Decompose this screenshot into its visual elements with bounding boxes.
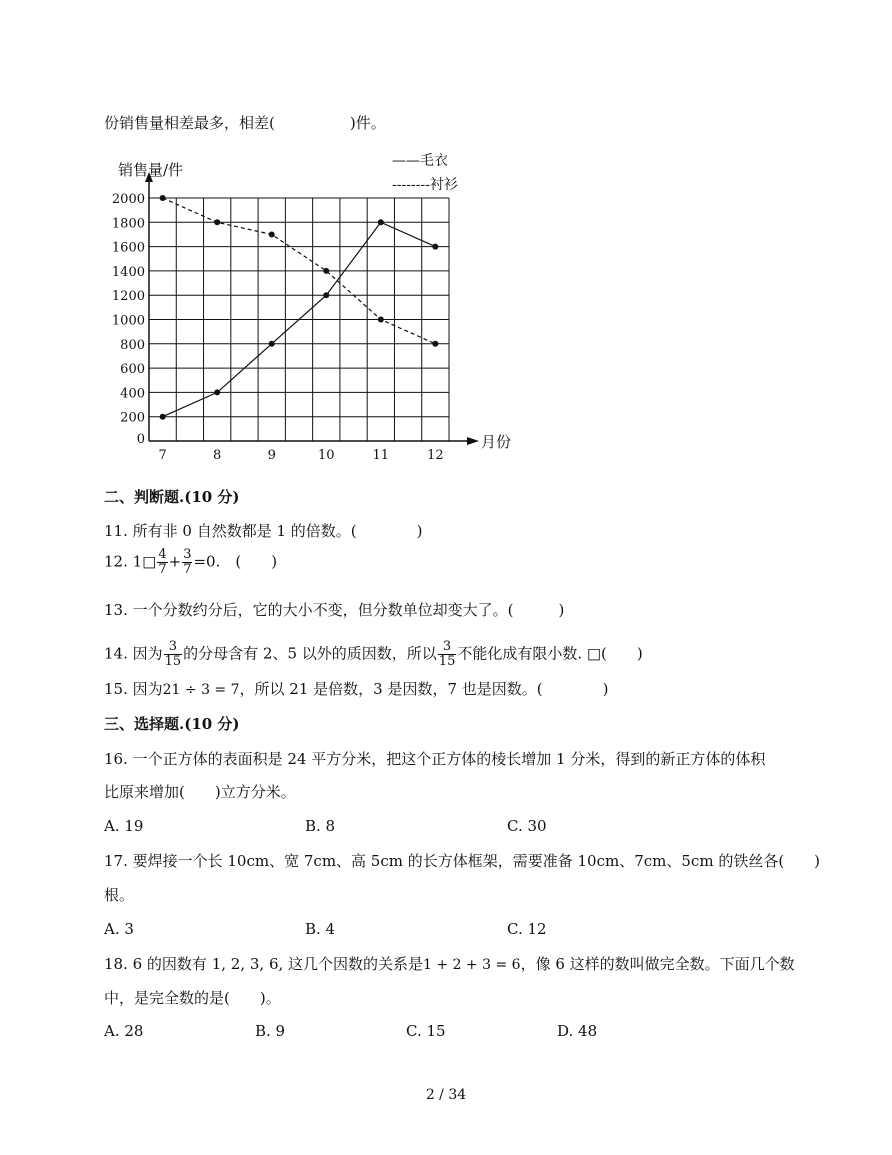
q15-b: ，所以 21 是倍数，3 是因数，7 也是因数。( ) xyxy=(239,680,609,698)
q14-a: 14. 因为 xyxy=(104,644,163,663)
y-tick-label: 1800 xyxy=(111,216,145,232)
x-axis-arrow xyxy=(467,437,479,445)
data-point-shirt xyxy=(323,268,329,274)
data-point-sweater xyxy=(432,244,438,250)
y-tick-label: 400 xyxy=(120,386,145,402)
y-tick-label: 1200 xyxy=(111,289,145,305)
y-tick-label: 2000 xyxy=(111,192,145,207)
q18-option-a: A. 28 xyxy=(104,1022,144,1040)
q12-f2-den: 7 xyxy=(183,562,192,577)
q16-option-c: C. 30 xyxy=(507,817,547,835)
sales-line-chart xyxy=(100,145,520,460)
q14-c: 不能化成有限小数. □( ) xyxy=(457,644,643,663)
q12-f1-num: 4 xyxy=(158,547,167,562)
y-tick-label: 200 xyxy=(120,410,145,426)
x-tick-label: 12 xyxy=(427,448,444,460)
q12-f1-den: 7 xyxy=(158,562,167,577)
x-tick-label: 11 xyxy=(372,448,390,460)
data-point-sweater xyxy=(214,389,220,395)
q18-option-b: B. 9 xyxy=(255,1022,286,1040)
q17-option-b: B. 4 xyxy=(305,920,336,938)
y-tick-label: 0 xyxy=(136,432,145,447)
q12-fraction-1 xyxy=(157,548,167,577)
question-16-line2: 比原来增加( )立方分米。 xyxy=(104,783,296,801)
q15-equation: 21 ÷ 3 = 7 xyxy=(162,682,240,698)
question-13: 13. 一个分数约分后，它的大小不变，但分数单位却变大了。( ) xyxy=(104,601,565,619)
q12-fraction-2 xyxy=(182,548,192,577)
x-axis-label: 月份 xyxy=(481,433,512,451)
question-11: 11. 所有非 0 自然数都是 1 的倍数。( ) xyxy=(104,522,423,540)
y-axis-label: 销售量/件 xyxy=(118,161,184,179)
q18-l1a: 18. 6 的因数有 1, 2, 3, 6, 这几个因数的关系是 xyxy=(104,955,424,973)
q14-b: 的分母含有 2、5 以外的质因数，所以 xyxy=(183,644,437,663)
x-tick-label: 7 xyxy=(158,448,167,460)
section3-title: 三、选择题.(10 分) xyxy=(104,715,240,733)
y-tick-label: 1600 xyxy=(111,240,145,256)
data-point-sweater xyxy=(323,292,329,298)
q12-f2-num: 3 xyxy=(183,547,192,562)
question-17-line2: 根。 xyxy=(104,886,135,904)
q18-option-c: C. 15 xyxy=(406,1022,446,1040)
legend-solid: ——毛衣 xyxy=(392,153,448,169)
question-15 xyxy=(104,679,608,700)
q12-suffix: =0. ( ) xyxy=(193,552,278,571)
y-tick-label: 1000 xyxy=(111,313,145,329)
q18-equation: 1 + 2 + 3 = 6 xyxy=(423,957,521,973)
q14-f2-den: 15 xyxy=(438,654,456,669)
y-tick-label: 800 xyxy=(120,337,145,353)
section2-title: 二、判断题.(10 分) xyxy=(104,488,240,506)
x-tick-label: 9 xyxy=(267,448,276,460)
data-point-sweater xyxy=(378,219,384,225)
question-16-line1: 16. 一个正方体的表面积是 24 平方分米，把这个正方体的棱长增加 1 分米，得到的新正方体的体积 xyxy=(104,750,766,768)
q14-f2-num: 3 xyxy=(438,640,457,655)
data-point-sweater xyxy=(160,414,166,420)
q18-l1b: ，像 6 这样的数叫做完全数。下面几个数 xyxy=(520,955,795,973)
data-point-shirt xyxy=(269,231,275,237)
question-14 xyxy=(104,640,643,669)
data-point-shirt xyxy=(214,219,220,225)
intro-line: 份销售量相差最多，相差( )件。 xyxy=(104,114,386,132)
q12-plus: + xyxy=(168,552,182,571)
q14-f1-den: 15 xyxy=(164,654,182,669)
x-tick-label: 10 xyxy=(317,448,335,460)
q12-prefix: 12. 1□ xyxy=(104,552,157,571)
q17-option-a: A. 3 xyxy=(104,920,134,938)
data-point-sweater xyxy=(269,341,275,347)
page-number: 2 / 34 xyxy=(425,1087,467,1103)
q14-fraction-1 xyxy=(164,640,183,669)
q18-option-d: D. 48 xyxy=(557,1022,598,1040)
y-tick-label: 1400 xyxy=(111,264,145,280)
data-point-shirt xyxy=(378,317,384,323)
y-tick-label: 600 xyxy=(120,362,145,378)
data-point-shirt xyxy=(432,341,438,347)
q15-a: 15. 因为 xyxy=(104,680,163,698)
data-point-shirt xyxy=(160,195,166,201)
q17-option-c: C. 12 xyxy=(507,920,547,938)
question-17-line1: 17. 要焊接一个长 10cm、宽 7cm、高 5cm 的长方体框架，需要准备 10cm、7cm、5cm 的铁丝各( ) xyxy=(104,852,821,870)
q16-option-b: B. 8 xyxy=(305,817,336,835)
q14-fraction-2 xyxy=(438,640,457,669)
q14-f1-num: 3 xyxy=(164,640,183,655)
question-18-line1 xyxy=(104,954,795,975)
question-12 xyxy=(104,548,277,577)
x-tick-label: 8 xyxy=(213,448,222,460)
q16-option-a: A. 19 xyxy=(104,817,144,835)
legend-dashed: --------衬衫 xyxy=(392,177,458,193)
question-18-line2: 中，是完全数的是( )。 xyxy=(104,989,281,1007)
